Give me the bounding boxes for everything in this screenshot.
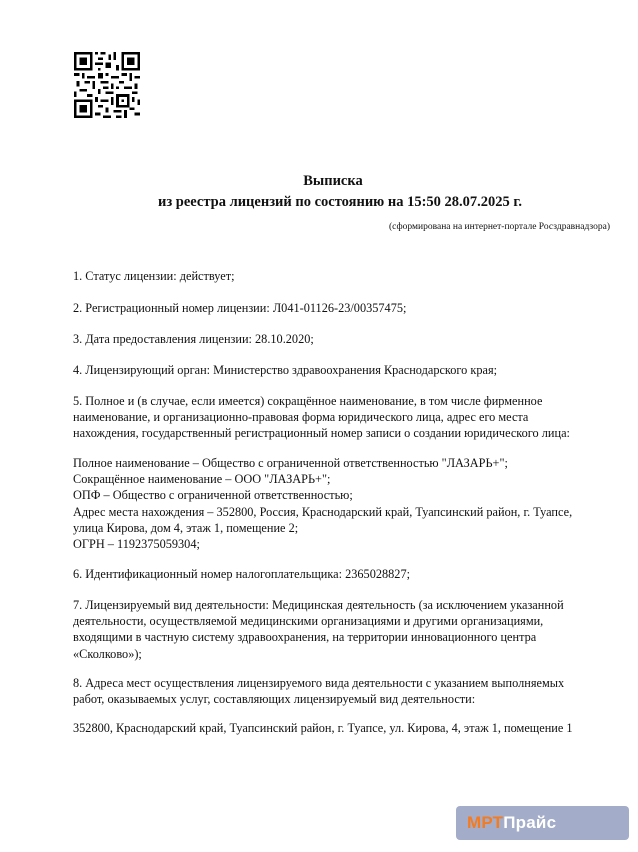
- watermark-badge: [456, 806, 629, 840]
- watermark-part-price: Прайс: [503, 813, 557, 832]
- text-line: входящими в частную систему здравоохранения, на территории инновационного центра: [73, 630, 537, 645]
- text-line: работ, оказываемых услуг, составляющих лицензируемый вид деятельности:: [73, 692, 476, 707]
- item-registration-number: 2. Регистрационный номер лицензии: Л041-01126-23/00357475;: [73, 301, 407, 315]
- legal-form-line: ОПФ – Общество с ограниченной ответственностью;: [73, 488, 353, 503]
- ogrn-line: ОГРН – 1192375059304;: [73, 537, 200, 552]
- watermark-logo: [467, 813, 556, 833]
- text-line: нахождения, государственный регистрационный номер записи о создании юридического лица:: [73, 426, 570, 441]
- item-issue-date: 3. Дата предоставления лицензии: 28.10.2020;: [73, 332, 314, 346]
- text-line: «Сколково»);: [73, 646, 142, 661]
- item-licensing-authority: 4. Лицензирующий орган: Министерство здравоохранения Краснодарского края;: [73, 363, 498, 377]
- document-subtitle: из реестра лицензий по состоянию на 15:50 28.07.2025 г.: [157, 194, 523, 210]
- text-line: 8. Адреса мест осуществления лицензируемого вида деятельности с указанием выполняемых: [73, 676, 565, 690]
- text-line: наименование, и организационно-правовая форма юридического лица, адрес его места: [73, 410, 529, 425]
- source-note: (сформирована на интернет-портале Росздравнадзора): [389, 222, 610, 232]
- item-organization-heading: [73, 393, 613, 442]
- short-name-line: Сокращённое наименование – ООО "ЛАЗАРЬ+";: [73, 472, 331, 487]
- item-activity-addresses: [73, 675, 613, 707]
- watermark-part-mrt: МРТ: [467, 813, 504, 832]
- text-line: 5. Полное и (в случае, если имеется) сокращённое наименование, в том числе фирменное: [73, 394, 543, 408]
- item-inn: 6. Идентификационный номер налогоплательщика: 2365028827;: [73, 567, 411, 581]
- text-line: деятельности, осуществляемой медицинскими организациями и другими организациями,: [73, 614, 544, 629]
- address-line-cont: улица Кирова, дом 4, этаж 1, помещение 2;: [73, 520, 299, 535]
- activity-address: 352800, Краснодарский край, Туапсинский район, г. Туапсе, ул. Кирова, 4, этаж 1, помещение 1: [73, 721, 573, 735]
- address-line: Адрес места нахождения – 352800, Россия, Краснодарский край, Туапсинский район, г. Туапсе,: [73, 504, 573, 519]
- document-title: Выписка: [303, 173, 363, 189]
- full-name-line: Полное наименование – Общество с ограниченной ответственностью "ЛАЗАРЬ+";: [73, 456, 508, 470]
- item-activity-type: [73, 597, 613, 662]
- organization-details: [73, 455, 613, 552]
- text-line: 7. Лицензируемый вид деятельности: Медицинская деятельность (за исключением указанной: [73, 598, 564, 612]
- item-license-status: 1. Статус лицензии: действует;: [73, 269, 235, 283]
- qr-code-icon: [74, 52, 140, 118]
